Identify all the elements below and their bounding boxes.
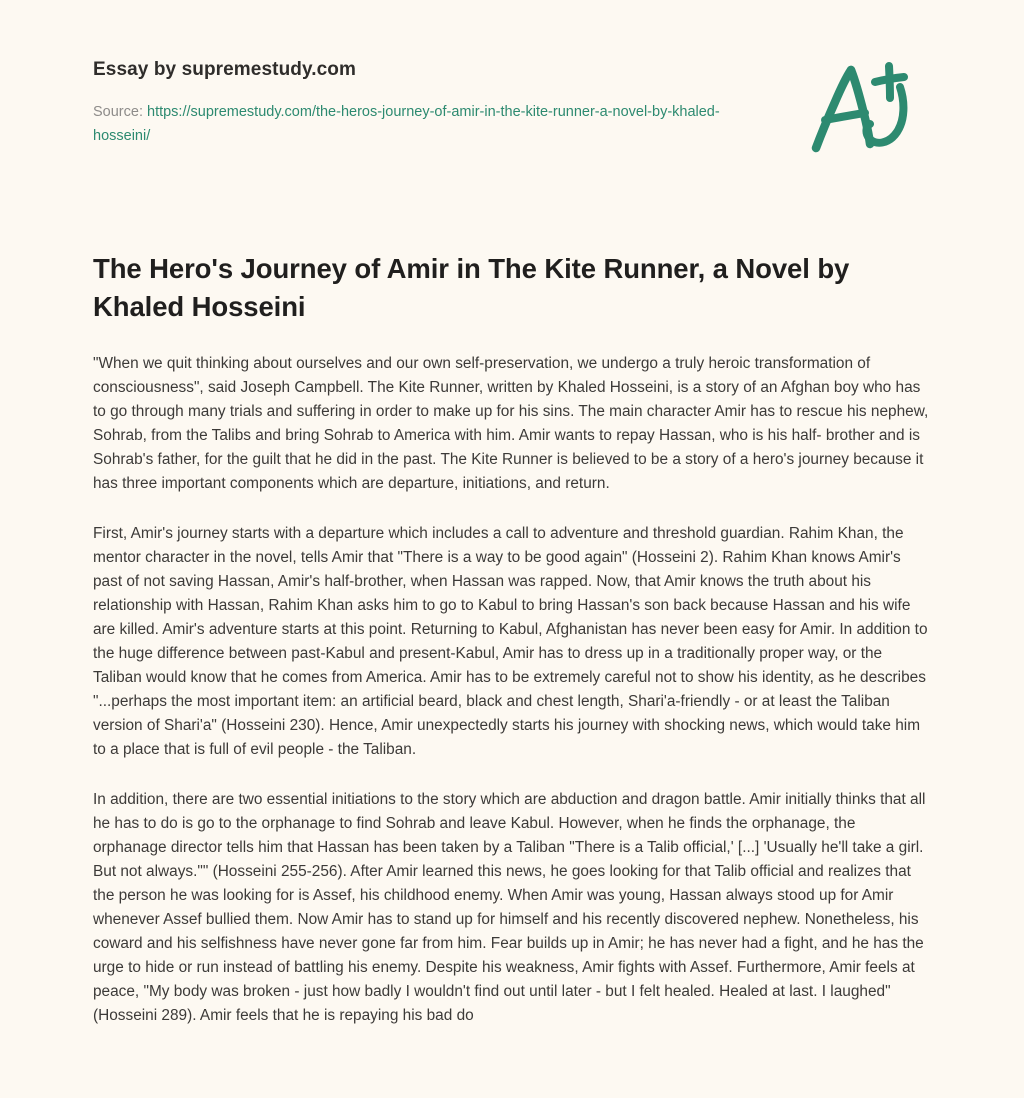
essay-paragraph: In addition, there are two essential initiations to the story which are abduction and dragon battle. Amir initially thinks that all he has to do is go to the orphanage to find Sohrab and leave Kabul. However, when he finds the orphanage, the orphanage director tells him that Hassan has been taken by a Taliban "There is a Talib official,' [...] 'Usually he'll take a girl. But not always."" (Hosseini 255-256). After Amir learned this news, he goes looking for that Talib official and realizes that the person he was looking for is Assef, his childhood enemy. When Amir was young, Hassan always stood up for Amir whenever Assef bullied them. Now Amir has to stand up for himself and his recently discovered nephew. Nonetheless, his coward and his selfishness have never gone far from him. Fear builds up in Amir; he has never had a fight, and he has the urge to hide or run instead of battling his enemy. Despite his weakness, Amir fights with Assef. Furthermore, Amir feels at peace, "My body was broken - just how badly I wouldn't find out until later - but I felt healed. Healed at last. I laughed" (Hosseini 289). Amir feels that he is repaying his bad do [93, 790, 926, 1025]
source-line [93, 100, 733, 148]
source-label: Source: [93, 104, 147, 120]
essay-paragraph: "When we quit thinking about ourselves and our own self-preservation, we undergo a truly heroic transformation of consciousness", said Joseph Campbell. The Kite Runner, written by Khaled Hosseini, is a story of an Afghan boy who has to go through many trials and suffering in order to make up for his sins. The main character Amir has to rescue his nephew, Sohrab, from the Talibs and bring Sohrab to America with him. Amir wants to repay Hassan, who is his half- brother and is Sohrab's father, for the guilt that he did in the past. The Kite Runner is believed to be a story of a hero's journey because it has three important components which are departure, initiations, and return. [93, 355, 929, 493]
essay-body [93, 352, 931, 1028]
page-title: The Hero's Journey of Amir in The Kite Runner, a Novel by Khaled Hosseini [93, 253, 850, 322]
source-url-link[interactable]: https://supremestudy.com/the-heros-journey-of-amir-in-the-kite-runner-a-novel-by-khaled-hosseini/ [93, 104, 720, 144]
essay-attribution: Essay by supremestudy.com [93, 59, 356, 80]
document-header [93, 58, 931, 164]
header-text-block [93, 58, 733, 148]
a-plus-logo-icon [801, 52, 917, 164]
essay-paragraph: First, Amir's journey starts with a departure which includes a call to adventure and threshold guardian. Rahim Khan, the mentor character in the novel, tells Amir that "There is a way to be good again" (Hosseini 2). Rahim Khan knows Amir's past of not saving Hassan, Amir's half-brother, when Hassan was rapped. Now, that Amir knows the truth about his relationship with Hassan, Rahim Khan asks him to go to Kabul to bring Hassan's son back because Hassan and his wife are killed. Amir's adventure starts at this point. Returning to Kabul, Afghanistan has never been easy for Amir. In addition to the huge difference between past-Kabul and present-Kabul, Amir has to dress up in a traditionally proper way, or the Taliban would know that he comes from America. Amir has to be extremely careful not to show his identity, as he describes "...perhaps the most important item: an artificial beard, black and chest length, Shari'a-friendly - or at least the Taliban version of Shari'a" (Hosseini 230). Hence, Amir unexpectedly starts his journey with shocking news, which would take him to a place that is full of evil people - the Taliban. [93, 524, 928, 759]
header-row [93, 58, 931, 164]
